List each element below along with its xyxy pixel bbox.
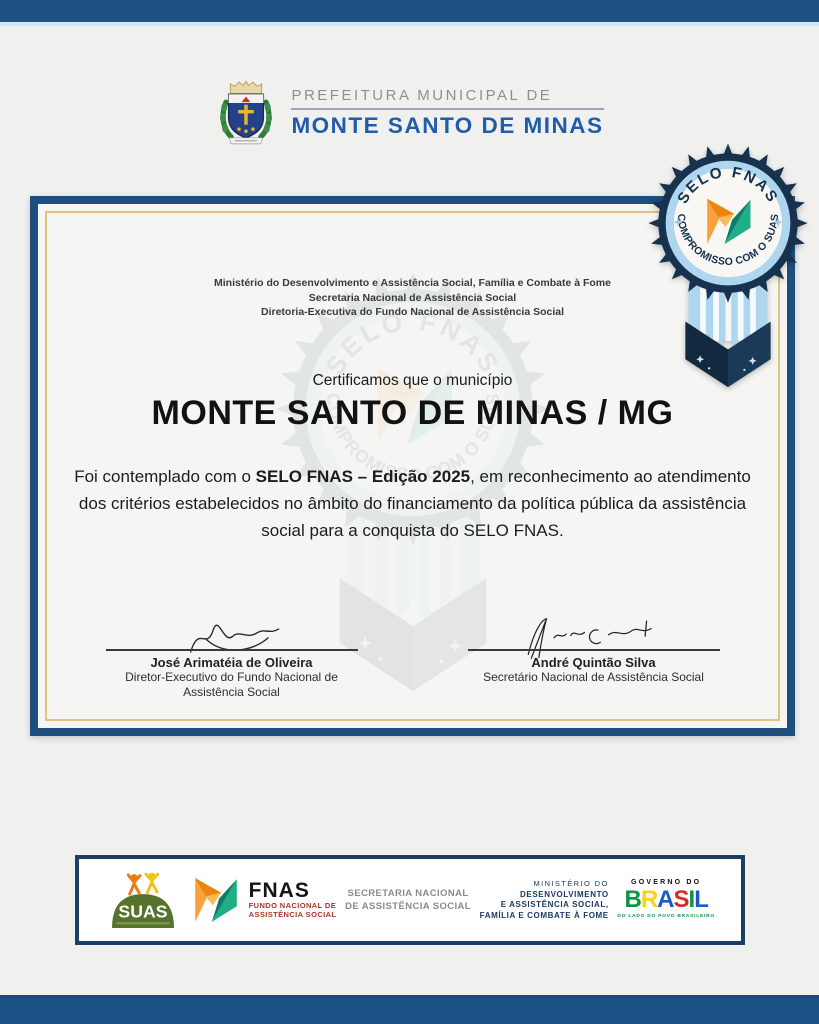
certificate-municipality: MONTE SANTO DE MINAS / MG [151,393,674,432]
ministry-line-2: Secretaria Nacional de Assistência Social [308,291,517,304]
municipality-name: MONTE SANTO DE MINAS [291,113,604,138]
signatory-role-left: Diretor-Executivo do Fundo Nacional de Assistência Social [125,670,338,699]
signatory-name-left: José Arimatéia de Oliveira [150,655,313,670]
brasil-wordmark [617,888,715,912]
signature-line-left [106,649,358,651]
brasil-letter: I [688,886,695,913]
municipal-header [0,76,819,150]
ministry-wordmark [480,879,609,921]
governo-slogan: DO LADO DO POVO BRASILEIRO [617,914,715,919]
certificate-intro: Certificamos que o município [312,371,513,389]
ministry-wordmark-line-3: E ASSISTÊNCIA SOCIAL, [500,900,609,909]
ministry-wordmark-line-4: FAMÍLIA E COMBATE À FOME [479,910,609,920]
selo-fnas-seal-badge [646,141,810,397]
top-accent-bar [0,0,819,26]
municipal-coat-of-arms [215,76,277,150]
ministry-wordmark-line-1: MINISTÉRIO DO [533,879,609,888]
header-divider [291,108,603,110]
body-prefix: Foi contemplado com o [74,466,256,486]
suas-logo-text: SUAS [118,901,168,922]
governo-do-label: GOVERNO DO [631,879,702,886]
fnas-logo-text [249,881,337,919]
brasil-letter: B [624,886,641,913]
fnas-logo [190,874,337,926]
bottom-accent-bar [0,995,819,1024]
brasil-letter: A [657,886,674,913]
secretaria-line-1: SECRETARIA NACIONAL [347,888,469,899]
brasil-letter: L [694,886,708,913]
signature-block-left [82,615,382,700]
signature-line-right [468,649,720,651]
certificate-body [67,463,759,544]
secretaria-line-2: DE ASSISTÊNCIA SOCIAL [345,901,472,912]
brasil-letter: S [673,886,689,913]
signature-block-right [444,615,744,700]
governo-do-brasil-logo [617,878,715,922]
ministry-line-1: Ministério do Desenvolvimento e Assistência Social, Família e Combate à Fome [214,277,611,289]
ministry-wordmark-line-2: DESENVOLVIMENTO [520,889,609,899]
signatory-name-right: André Quintão Silva [531,655,656,670]
signatures-row [38,615,787,700]
fnas-title: FNAS [248,879,310,902]
fnas-subtitle-1: FUNDO NACIONAL DE [248,901,337,910]
body-selo-edition: SELO FNAS – Edição 2025 [255,466,471,486]
body-suffix: , em reconhecimento ao atendimento dos critérios estabelecidos no âmbito do financiamento da política pública da assistência social para a conquista do SELO FNAS. [78,466,751,540]
fnas-subtitle-2: ASSISTÊNCIA SOCIAL [248,910,337,919]
ministry-line-3: Diretoria-Executiva do Fundo Nacional de Assistência Social [260,306,565,318]
signature-script-jose [173,615,291,659]
fnas-arrows-icon [190,874,242,926]
footer-logo-bar [75,855,745,945]
prefeitura-label: PREFEITURA MUNICIPAL DE [291,87,553,104]
brasil-letter: R [640,886,658,913]
signatory-role-right: Secretário Nacional de Assistência Social [483,670,704,684]
municipal-header-text [291,87,603,139]
secretaria-nacional-label [345,887,471,913]
suas-logo [105,869,181,931]
signature-script-andre [501,615,686,659]
